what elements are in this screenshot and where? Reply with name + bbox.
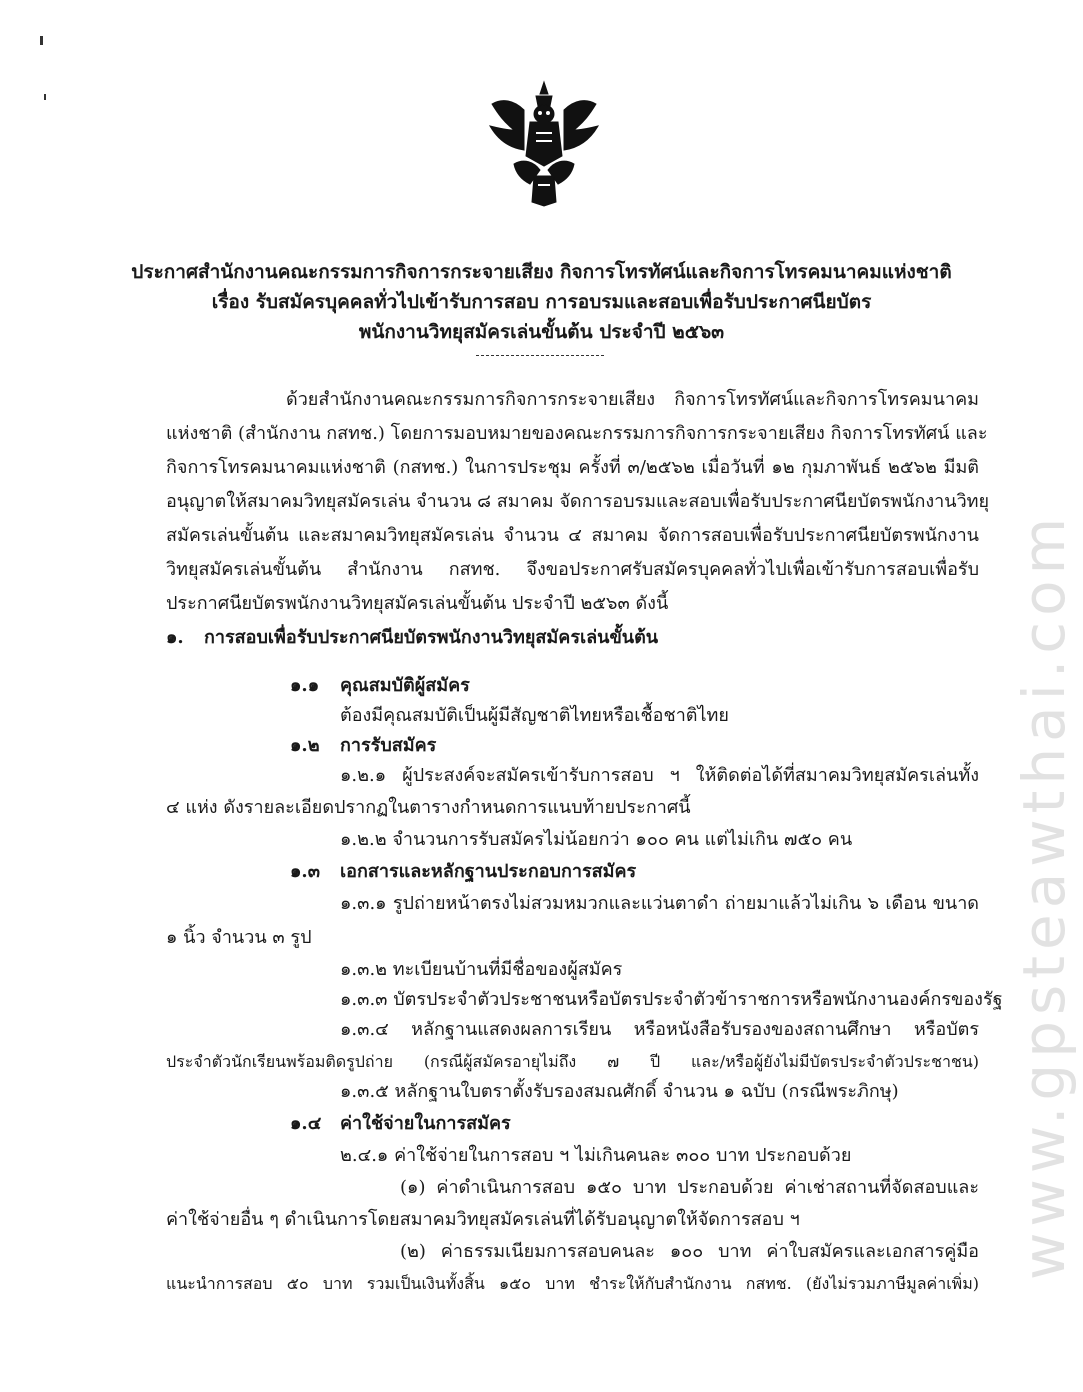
- intro-line: สมัครเล่นขั้นต้น และสมาคมวิทยุสมัครเล่น จำนวน ๔ สมาคม จัดการสอบเพื่อรับประกาศนียบัตรพนักงาน: [166, 525, 979, 546]
- scan-speck: [44, 94, 46, 100]
- garuda-emblem: [484, 80, 604, 208]
- section-1-1-heading: คุณสมบัติผู้สมัคร: [340, 675, 470, 696]
- section-1-2-heading: การรับสมัคร: [340, 735, 437, 756]
- intro-line: วิทยุสมัครเล่นขั้นต้น สำนักงาน กสทช. จึงขอประกาศรับสมัครบุคคลทั่วไปเพื่อเข้ารับการสอบเพื่อรับ: [166, 559, 979, 580]
- section-1-3-number: ๑.๓: [290, 861, 320, 882]
- title-line-2: เรื่อง รับสมัครบุคคลทั่วไปเข้ารับการสอบ การอบรมและสอบเพื่อรับประกาศนียบัตร: [211, 291, 872, 313]
- section-1-4-heading: ค่าใช้จ่ายในการสมัคร: [340, 1113, 511, 1134]
- section-1-1-text: ต้องมีคุณสมบัติเป็นผู้มีสัญชาติไทยหรือเชื้อชาติไทย: [340, 705, 729, 726]
- item-1-3-3: ๑.๓.๓ บัตรประจำตัวประชาชนหรือบัตรประจำตัวข้าราชการหรือพนักงานองค์กรของรัฐ: [340, 989, 1003, 1010]
- item-1-4-1-p2: (๒) ค่าธรรมเนียมการสอบคนละ ๑๐๐ บาท ค่าใบสมัครและเอกสารคู่มือ: [400, 1241, 979, 1262]
- scan-speck: [40, 36, 43, 45]
- item-1-4-1: ๒.๔.๑ ค่าใช้จ่ายในการสอบ ฯ ไม่เกินคนละ ๓๐๐ บาท ประกอบด้วย: [340, 1145, 852, 1166]
- intro-line: อนุญาตให้สมาคมวิทยุสมัครเล่น จำนวน ๘ สมาคม จัดการอบรมและสอบเพื่อรับประกาศนียบัตรพนักงานวิทยุ: [166, 491, 990, 512]
- item-1-4-1-p1-cont: ค่าใช้จ่ายอื่น ๆ ดำเนินการโดยสมาคมวิทยุสมัครเล่นที่ได้รับอนุญาตให้จัดการสอบ ฯ: [166, 1209, 800, 1230]
- section-1-4-number: ๑.๔: [290, 1113, 322, 1134]
- item-1-2-1: ๑.๒.๑ ผู้ประสงค์จะสมัครเข้ารับการสอบ ฯ ให้ติดต่อได้ที่สมาคมวิทยุสมัครเล่นทั้ง: [340, 765, 979, 786]
- item-1-2-1-cont: ๔ แห่ง ดังรายละเอียดปรากฏในตารางกำหนดการแนบท้ายประกาศนี้: [166, 797, 691, 818]
- section-1-2-number: ๑.๒: [290, 735, 320, 756]
- title-line-1: ประกาศสำนักงานคณะกรรมการกิจการกระจายเสียง กิจการโทรทัศน์และกิจการโทรคมนาคมแห่งชาติ: [131, 261, 952, 283]
- item-1-3-1: ๑.๓.๑ รูปถ่ายหน้าตรงไม่สวมหมวกและแว่นตาดำ ถ่ายมาแล้วไม่เกิน ๖ เดือน ขนาด: [340, 893, 979, 914]
- item-1-2-2: ๑.๒.๒ จำนวนการรับสมัครไม่น้อยกว่า ๑๐๐ คน แต่ไม่เกิน ๗๕๐ คน: [340, 829, 853, 850]
- watermark: www.gpsteawthai.com: [1010, 511, 1078, 1280]
- section-1-heading: การสอบเพื่อรับประกาศนียบัตรพนักงานวิทยุสมัครเล่นขั้นต้น: [204, 627, 659, 648]
- item-1-3-4-cont: ประจำตัวนักเรียนพร้อมติดรูปถ่าย (กรณีผู้สมัครอายุไม่ถึง ๗ ปี และ/หรือผู้ยังไม่มีบัตรประจำตัวประชาชน): [166, 1052, 979, 1071]
- item-1-4-1-p1: (๑) ค่าดำเนินการสอบ ๑๕๐ บาท ประกอบด้วย ค่าเช่าสถานที่จัดสอบและ: [400, 1177, 979, 1198]
- item-1-4-1-p2-cont: แนะนำการสอบ ๕๐ บาท รวมเป็นเงินทั้งสิ้น ๑๕๐ บาท ชำระให้กับสำนักงาน กสทช. (ยังไม่รวมภาษีมูลค่าเพิ่ม): [166, 1274, 979, 1293]
- section-1-number: ๑.: [166, 627, 184, 648]
- title-line-3: พนักงานวิทยุสมัครเล่นขั้นต้น ประจำปี ๒๕๖๓: [358, 321, 725, 343]
- intro-line: ด้วยสำนักงานคณะกรรมการกิจการกระจายเสียง กิจการโทรทัศน์และกิจการโทรคมนาคม: [286, 389, 979, 410]
- section-1-3-heading: เอกสารและหลักฐานประกอบการสมัคร: [340, 861, 637, 882]
- item-1-3-4: ๑.๓.๔ หลักฐานแสดงผลการเรียน หรือหนังสือรับรองของสถานศึกษา หรือบัตร: [340, 1019, 979, 1040]
- intro-line: ประกาศนียบัตรพนักงานวิทยุสมัครเล่นขั้นต้น ประจำปี ๒๕๖๓ ดังนี้: [166, 593, 669, 614]
- item-1-3-2: ๑.๓.๒ ทะเบียนบ้านที่มีชื่อของผู้สมัคร: [340, 959, 623, 980]
- intro-line: แห่งชาติ (สำนักงาน กสทช.) โดยการมอบหมายของคณะกรรมการกิจการกระจายเสียง กิจการโทรทัศน์ และ: [166, 423, 988, 444]
- intro-line: กิจการโทรคมนาคมแห่งชาติ (กสทช.) ในการประชุม ครั้งที่ ๓/๒๕๖๒ เมื่อวันที่ ๑๒ กุมภาพันธ์ ๒๕๖๒ มีมติ: [166, 457, 979, 478]
- item-1-3-1-cont: ๑ นิ้ว จำนวน ๓ รูป: [166, 927, 312, 948]
- title-divider: [476, 355, 604, 356]
- section-1-1-number: ๑.๑: [290, 675, 320, 696]
- item-1-3-5: ๑.๓.๕ หลักฐานใบตราตั้งรับรองสมณศักดิ์ จำนวน ๑ ฉบับ (กรณีพระภิกษุ): [340, 1081, 899, 1102]
